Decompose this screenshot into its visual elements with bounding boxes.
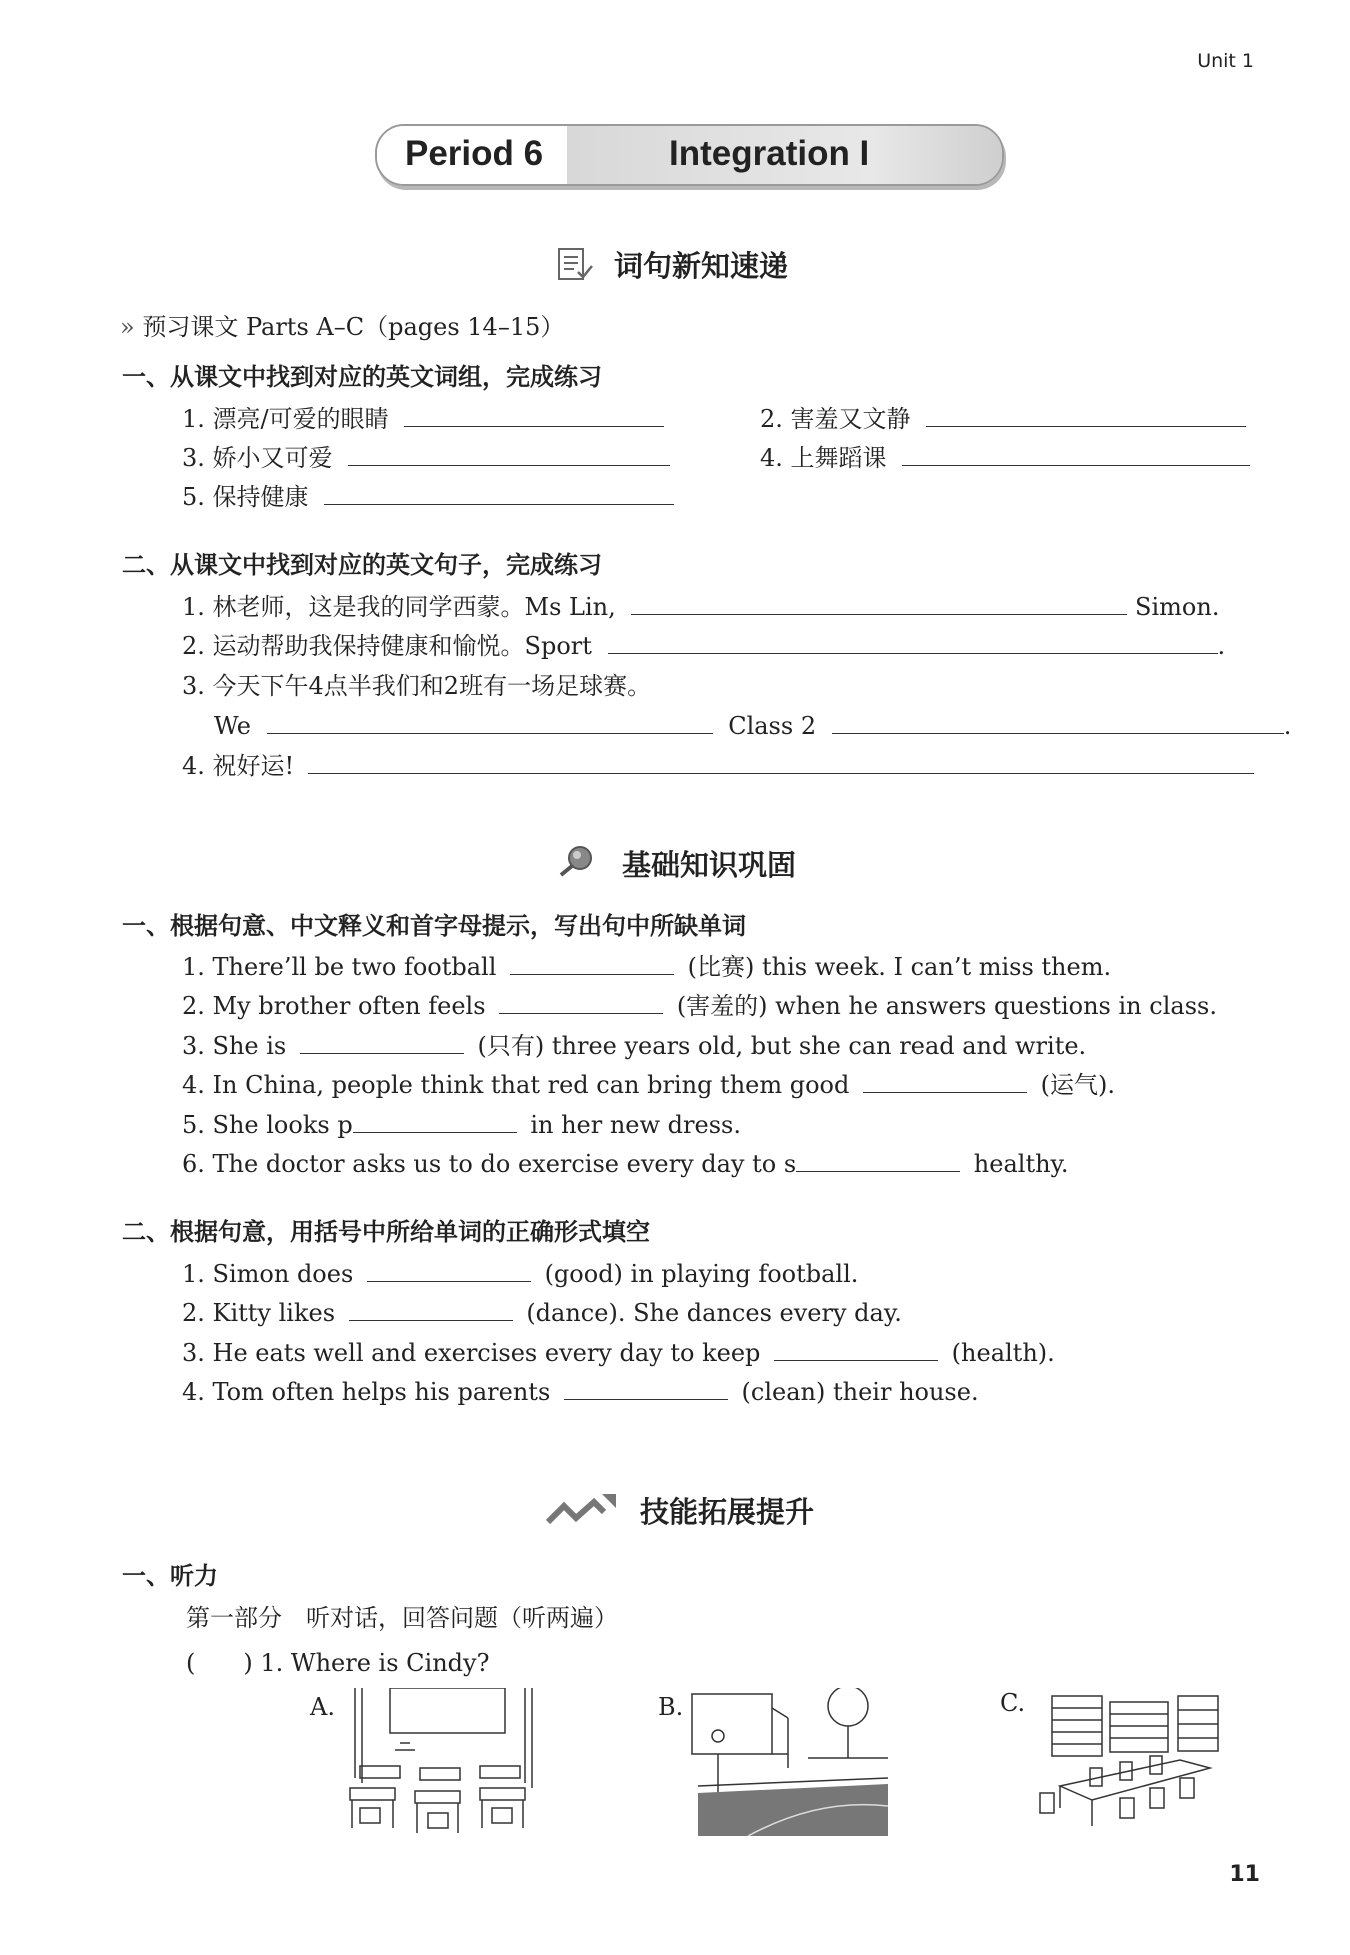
list-item (182, 592, 1219, 622)
item-text: Class 2 (728, 712, 817, 740)
preview-text: 预习课文 Parts A–C（pages 14–15） (142, 313, 565, 341)
list-item (182, 631, 1225, 661)
item-text: We (214, 712, 251, 740)
answer-blank[interactable] (308, 751, 1254, 774)
list-item (182, 1338, 1055, 1368)
part2-q2-heading: 二、根据句意，用括号中所给单词的正确形式填空 (122, 1218, 650, 1246)
answer-blank[interactable] (510, 952, 674, 975)
item-text: Simon. (1135, 593, 1220, 621)
preview-line (120, 312, 564, 342)
magnifier-icon (558, 843, 596, 879)
answer-paren[interactable]: ( ) (186, 1649, 253, 1677)
section-1-title: 词句新知速递 (614, 249, 789, 283)
list-item (182, 1298, 902, 1328)
item-text: 1. There’ll be two football (182, 953, 497, 981)
item-text: (只有) three years old, but she can read and write. (477, 1032, 1087, 1060)
item-text: 2. 运动帮助我保持健康和愉悦。Sport (182, 632, 592, 660)
answer-blank[interactable] (564, 1377, 728, 1400)
unit-label: Unit 1 (1197, 50, 1254, 72)
list-item (760, 443, 1250, 473)
item-text: 5. 保持健康 (182, 483, 309, 511)
item-text: (clean) their house. (741, 1378, 979, 1406)
list-item (182, 1070, 1115, 1100)
item-text: (比赛) this week. I can’t miss them. (687, 953, 1112, 981)
item-text: (good) in playing football. (544, 1260, 859, 1288)
list-item (182, 1031, 1086, 1061)
item-text: 2. My brother often feels (182, 992, 486, 1020)
item-text: 4. 祝好运! (182, 752, 295, 780)
part3-subheading: 第一部分 听对话，回答问题（听两遍） (186, 1604, 618, 1632)
item-text: 5. She looks p (182, 1111, 353, 1139)
item-text: 1. 漂亮/可爱的眼睛 (182, 405, 389, 433)
answer-blank[interactable] (631, 592, 1127, 615)
item-text: 6. The doctor asks us to do exercise every day to s (182, 1150, 797, 1178)
answer-blank[interactable] (499, 991, 663, 1014)
list-item (182, 1149, 1069, 1179)
part1-q2-heading: 二、从课文中找到对应的英文句子，完成练习 (122, 551, 602, 579)
answer-blank[interactable] (832, 711, 1284, 734)
item-text: 3. She is (182, 1032, 287, 1060)
listening-question (186, 1648, 489, 1678)
playground-image (688, 1688, 888, 1838)
item-text: 3. 今天下午4点半我们和2班有一场足球赛。 (182, 672, 652, 700)
list-item (182, 751, 1254, 781)
option-c-label: C. (1000, 1689, 1026, 1717)
double-arrow-icon: » (120, 313, 135, 341)
answer-blank[interactable] (796, 1149, 960, 1172)
answer-blank[interactable] (608, 631, 1218, 654)
answer-blank[interactable] (404, 404, 664, 427)
list-item (182, 952, 1111, 982)
item-text: 3. 娇小又可爱 (182, 444, 333, 472)
list-item (182, 482, 674, 512)
page-number: 11 (1229, 1862, 1260, 1887)
item-text: . (1283, 712, 1292, 740)
item-text: 4. Tom often helps his parents (182, 1378, 551, 1406)
answer-blank[interactable] (774, 1338, 938, 1361)
section-3-title: 技能拓展提升 (640, 1495, 815, 1529)
list-item (214, 711, 1291, 741)
list-item (182, 671, 651, 701)
notebook-check-icon (556, 246, 594, 282)
period-label: Period 6 (405, 134, 544, 173)
question-text: 1. Where is Cindy? (260, 1649, 490, 1677)
list-item (182, 1259, 858, 1289)
answer-blank[interactable] (349, 1298, 513, 1321)
answer-blank[interactable] (863, 1070, 1027, 1093)
part2-q1-heading: 一、根据句意、中文释义和首字母提示，写出句中所缺单词 (122, 912, 746, 940)
part3-heading: 一、听力 (122, 1562, 218, 1590)
option-b-label: B. (658, 1693, 684, 1721)
trend-arrow-icon (546, 1492, 618, 1528)
answer-blank[interactable] (324, 482, 674, 505)
item-text: healthy. (973, 1150, 1069, 1178)
item-text: 3. He eats well and exercises every day to keep (182, 1339, 761, 1367)
period-title: Integration I (669, 134, 870, 173)
answer-blank[interactable] (348, 443, 670, 466)
answer-blank[interactable] (300, 1031, 464, 1054)
list-item (760, 404, 1246, 434)
answer-blank[interactable] (367, 1259, 531, 1282)
item-text: 4. 上舞蹈课 (760, 444, 887, 472)
answer-blank[interactable] (353, 1110, 517, 1133)
item-text: 2. 害羞又文静 (760, 405, 911, 433)
item-text: 1. 林老师，这是我的同学西蒙。Ms Lin, (182, 593, 616, 621)
library-image (1030, 1688, 1230, 1838)
period-banner (375, 124, 1004, 186)
list-item (182, 1377, 979, 1407)
item-text: 4. In China, people think that red can bring them good (182, 1071, 850, 1099)
answer-blank[interactable] (902, 443, 1250, 466)
list-item (182, 404, 664, 434)
item-text: (health). (951, 1339, 1055, 1367)
answer-blank[interactable] (926, 404, 1246, 427)
answer-blank[interactable] (267, 711, 713, 734)
item-text: 1. Simon does (182, 1260, 354, 1288)
list-item (182, 1110, 741, 1140)
item-text: 2. Kitty likes (182, 1299, 336, 1327)
item-text: . (1217, 632, 1226, 660)
item-text: in her new dress. (530, 1111, 741, 1139)
list-item (182, 443, 670, 473)
list-item (182, 991, 1217, 1021)
item-text: (dance). She dances every day. (526, 1299, 902, 1327)
option-a-label: A. (310, 1693, 335, 1721)
classroom-image (340, 1688, 540, 1838)
part1-q1-heading: 一、从课文中找到对应的英文词组，完成练习 (122, 363, 602, 391)
item-text: (运气). (1040, 1071, 1116, 1099)
item-text: (害羞的) when he answers questions in class. (676, 992, 1217, 1020)
section-2-title: 基础知识巩固 (622, 848, 797, 882)
